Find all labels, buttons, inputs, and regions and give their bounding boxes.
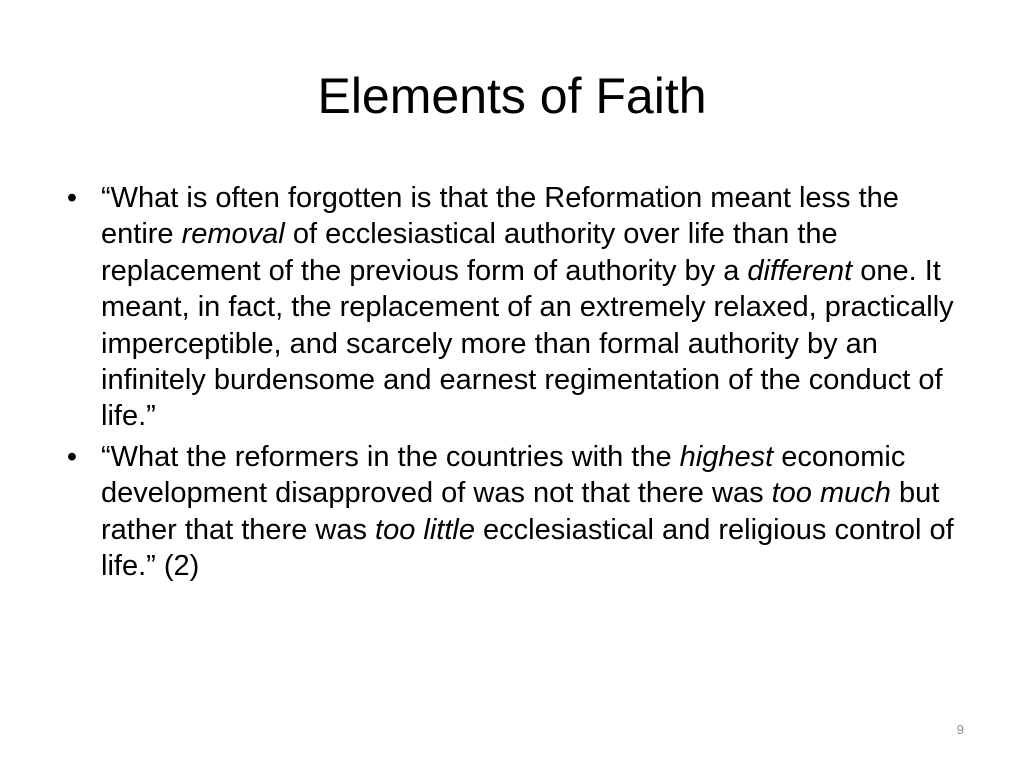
text-segment: ecclesiastical and religious control of life.” (2) [101, 513, 954, 583]
bullet-item [60, 180, 970, 435]
emphasis-text: too much [771, 477, 891, 510]
emphasis-text: highest [679, 440, 774, 473]
slide-title: Elements of Faith [317, 68, 707, 124]
text-segment: economic development disapproved of was not that there was [101, 440, 906, 510]
bullet-dot-icon: • [66, 440, 78, 473]
text-segment: one. It meant, in fact, the replacement of an extremely relaxed, practically imperceptible, and scarcely more than formal authority by an infinitely burdensome and earnest regimentation of the conduct of life.” [101, 254, 954, 433]
emphasis-text: removal [181, 218, 285, 251]
emphasis-text: too little [375, 513, 475, 546]
text-segment: “What is often forgotten is that the Reformation meant less the entire [101, 182, 899, 251]
bullet-text [101, 182, 954, 432]
bullet-item [60, 439, 970, 585]
emphasis-text: different [747, 254, 853, 287]
bullet-list [60, 180, 970, 588]
text-segment: “What the reformers in the countries with the [101, 440, 680, 473]
slide-number: 9 [956, 722, 964, 737]
bullet-dot-icon: • [66, 182, 78, 214]
text-segment: but rather that there was [101, 477, 940, 546]
text-segment: of ecclesiastical authority over life than the replacement of the previous form of authority by a [101, 218, 838, 287]
bullet-text [101, 441, 954, 582]
